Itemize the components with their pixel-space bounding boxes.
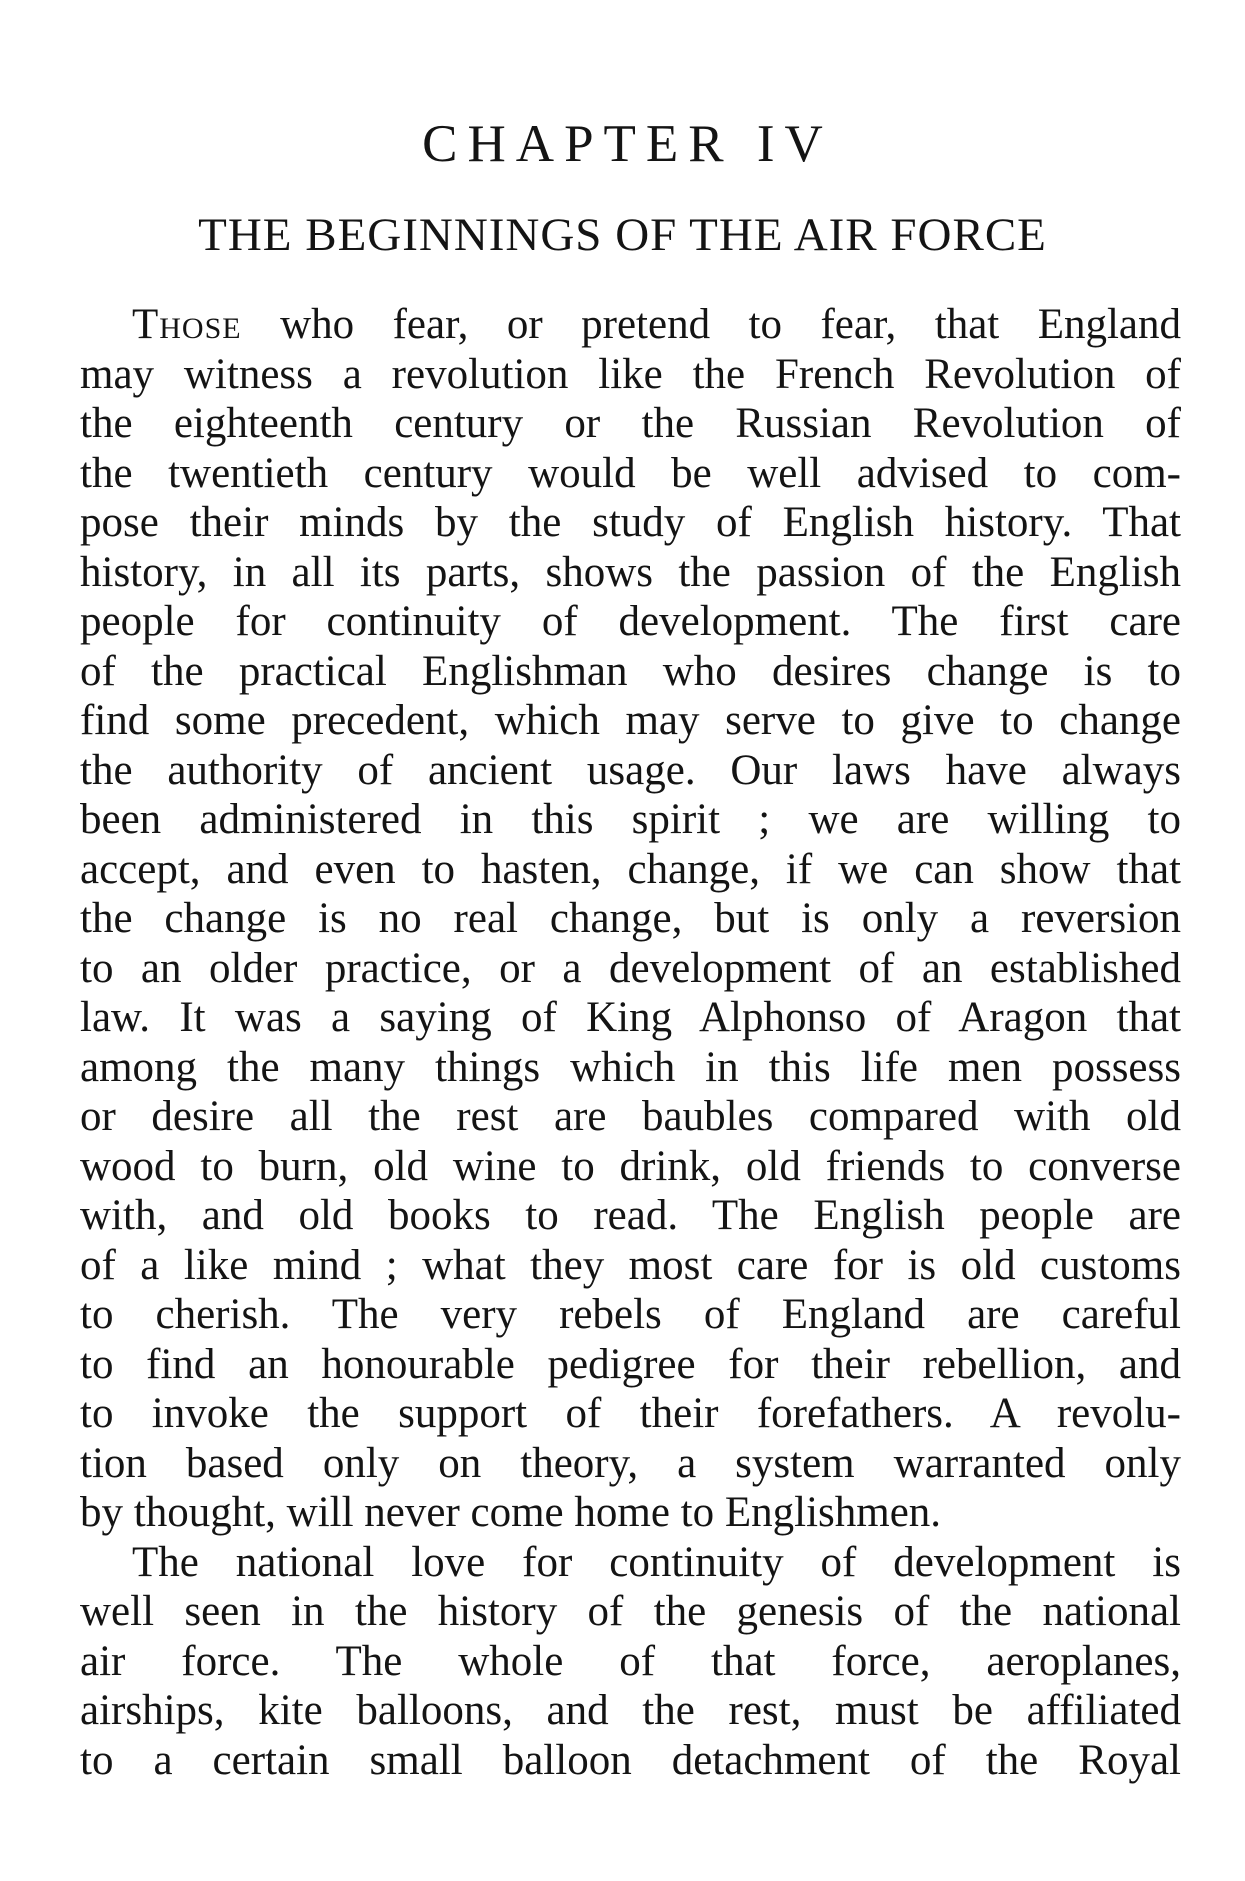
- paragraph-line: to an older practice, or a development of an established: [80, 944, 1181, 992]
- paragraph-line: law. It was a saying of King Alphonso of Aragon that: [80, 994, 1181, 1041]
- paragraph-line: The national love for continuity of development is: [132, 1538, 1181, 1586]
- paragraph-line: tion based only on theory, a system warranted only: [80, 1439, 1181, 1487]
- paragraph-1: [80, 300, 1181, 1538]
- paragraph-line: the change is no real change, but is only a reversion: [80, 895, 1181, 942]
- paragraph-line: the authority of ancient usage. Our laws have always: [80, 746, 1181, 794]
- paragraph-line: airships, kite balloons, and the rest, must be affiliated: [80, 1687, 1181, 1734]
- paragraph-line: air force. The whole of that force, aeroplanes,: [80, 1637, 1181, 1685]
- paragraph-line: well seen in the history of the genesis of the national: [80, 1588, 1181, 1635]
- paragraph-line: accept, and even to hasten, change, if we can show that: [80, 845, 1181, 893]
- paragraph-line: among the many things which in this life men possess: [80, 1043, 1181, 1091]
- paragraph-line: people for continuity of development. The first care: [80, 598, 1181, 645]
- paragraph-line: wood to burn, old wine to drink, old friends to converse: [80, 1142, 1181, 1190]
- paragraph-line: [80, 300, 1181, 350]
- drop-lead-word: Those: [132, 301, 242, 348]
- paragraph-line: history, in all its parts, shows the passion of the English: [80, 548, 1181, 596]
- paragraph-line: by thought, will never come home to Englishmen.: [80, 1489, 942, 1536]
- paragraph-line: of a like mind ; what they most care for is old customs: [80, 1241, 1181, 1289]
- paragraph-line: been administered in this spirit ; we are willing to: [80, 796, 1181, 843]
- body-text: [80, 300, 1181, 1785]
- chapter-number: CHAPTER IV: [422, 115, 833, 173]
- paragraph-line: pose their minds by the study of English history. That: [80, 499, 1181, 546]
- paragraph-line: with, and old books to read. The English people are: [80, 1192, 1181, 1239]
- paragraph-line: to a certain small balloon detachment of the Royal: [80, 1736, 1181, 1784]
- paragraph-line: find some precedent, which may serve to give to change: [80, 697, 1181, 744]
- paragraph-line: or desire all the rest are baubles compared with old: [80, 1093, 1181, 1140]
- paragraph-line: the eighteenth century or the Russian Revolution of: [80, 400, 1181, 447]
- chapter-title: THE BEGINNINGS OF THE AIR FORCE: [198, 209, 1047, 261]
- paragraph-line: to invoke the support of their forefathers. A revolu-: [80, 1390, 1181, 1437]
- first-line-text: who fear, or pretend to fear, that England: [241, 301, 1181, 348]
- paragraph-line: to cherish. The very rebels of England are careful: [80, 1291, 1181, 1338]
- paragraph-line: may witness a revolution like the French Revolution of: [80, 350, 1181, 398]
- paragraph-line: of the practical Englishman who desires change is to: [80, 647, 1181, 695]
- paragraph-line: to find an honourable pedigree for their rebellion, and: [80, 1340, 1181, 1388]
- paragraph-line: the twentieth century would be well advised to com-: [80, 449, 1181, 497]
- paragraph-2: [80, 1538, 1181, 1786]
